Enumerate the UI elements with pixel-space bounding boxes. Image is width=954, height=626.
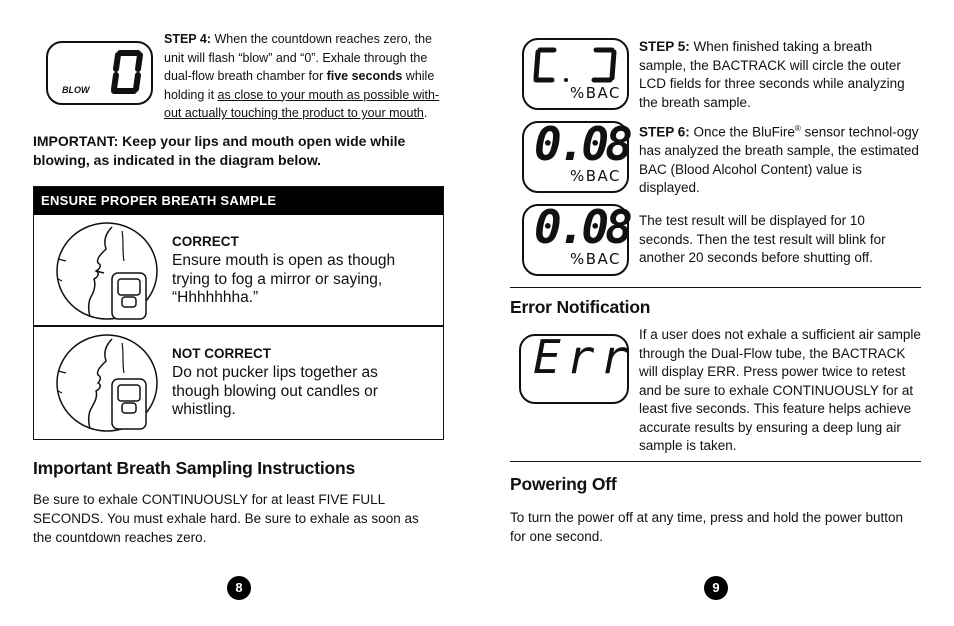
step4-text-3: . bbox=[423, 106, 428, 120]
step6-body-a: Once the BluFire bbox=[689, 124, 795, 140]
lcd-blow-display bbox=[46, 41, 153, 105]
error-rule-bottom bbox=[510, 461, 921, 462]
lcd-result-value: 0.08 bbox=[534, 200, 629, 254]
power-text: To turn the power off at any time, press and hold the power button for one second. bbox=[510, 510, 903, 544]
registered-mark: ® bbox=[794, 124, 801, 133]
lcd-error-value: Err bbox=[533, 330, 635, 384]
lcd-result-unit: %BAC bbox=[570, 250, 622, 268]
correct-text: Ensure mouth is open as though trying to fog a mirror or saying, “Hhhhhhha.” bbox=[172, 252, 396, 306]
result-text: The test result will be displayed for 10 seconds. Then the test result will blink for another 20 seconds before shutting off. bbox=[639, 213, 886, 265]
lcd-reading-value: 0.08 bbox=[534, 117, 629, 171]
error-rule-top bbox=[510, 287, 921, 288]
step6-label: STEP 6: bbox=[639, 124, 690, 140]
not-correct-heading: NOT CORRECT bbox=[172, 346, 271, 361]
step4-text bbox=[164, 30, 446, 123]
lcd-reading-display bbox=[522, 117, 629, 193]
step4-text-2: while holding it bbox=[164, 69, 435, 102]
step4-underline: as close to your mouth as possible with-out actually touching the product to your mouth bbox=[164, 87, 440, 120]
page-number-left: 8 bbox=[227, 576, 251, 600]
lcd-result-display bbox=[522, 200, 629, 276]
not-correct-mouth-illustration bbox=[52, 333, 162, 433]
breath-sample-header: ENSURE PROPER BREATH SAMPLE bbox=[34, 187, 443, 215]
step5-text bbox=[639, 38, 921, 112]
lcd-error-display bbox=[519, 330, 635, 404]
step4-text-1: When the countdown reaches zero, the unit will flash “blow” and “0”. Exhale through the dual-flow breath chamber for bbox=[164, 32, 432, 83]
lcd-circle-unit: %BAC bbox=[570, 84, 622, 102]
lcd-blow-label: BLOW bbox=[62, 85, 90, 95]
step4-bold: five seconds bbox=[326, 69, 403, 83]
correct-heading: CORRECT bbox=[172, 234, 239, 249]
correct-mouth-illustration bbox=[52, 221, 162, 321]
instructions-heading: Important Breath Sampling Instructions bbox=[33, 458, 356, 478]
error-heading: Error Notification bbox=[510, 297, 651, 317]
lcd-circle-display bbox=[522, 38, 629, 110]
step4-label: STEP 4: bbox=[164, 32, 212, 46]
error-text: If a user does not exhale a sufficient air sample through the Dual-Flow tube, the BACTRACK will display ERR. Press power twice to retest and be sure to exhale CONTINUOUSLY for at least five seconds. This feature helps achieve accurate results by ensuring a deep lung air sample is taken. bbox=[639, 327, 921, 453]
lcd-reading-unit: %BAC bbox=[570, 167, 622, 185]
not-correct-text: Do not pucker lips together as though blowing out candles or whistling. bbox=[172, 364, 378, 418]
instructions-text: Be sure to exhale CONTINUOUSLY for at least FIVE FULL SECONDS. You must exhale hard. Be sure to exhale as soon as the countdown reaches zero. bbox=[33, 492, 419, 545]
step5-label: STEP 5: bbox=[639, 39, 690, 54]
lcd-outer-segments bbox=[524, 40, 627, 90]
step5-body: When finished taking a breath sample, the BACTRACK will circle the outer LCD fields for three seconds while analyzing the breath sample. bbox=[639, 39, 905, 110]
power-heading: Powering Off bbox=[510, 474, 617, 494]
page-number-right: 9 bbox=[704, 576, 728, 600]
important-note: IMPORTANT: Keep your lips and mouth open wide while blowing, as indicated in the diagram below. bbox=[33, 133, 406, 168]
step6-text bbox=[639, 120, 921, 198]
sample-divider bbox=[34, 325, 443, 327]
step6-body-b: sensor technol-ogy has analyzed the breath sample, the estimated BAC (Blood Alcohol Content) value is displayed. bbox=[639, 124, 919, 195]
breath-sample-box bbox=[33, 186, 444, 440]
